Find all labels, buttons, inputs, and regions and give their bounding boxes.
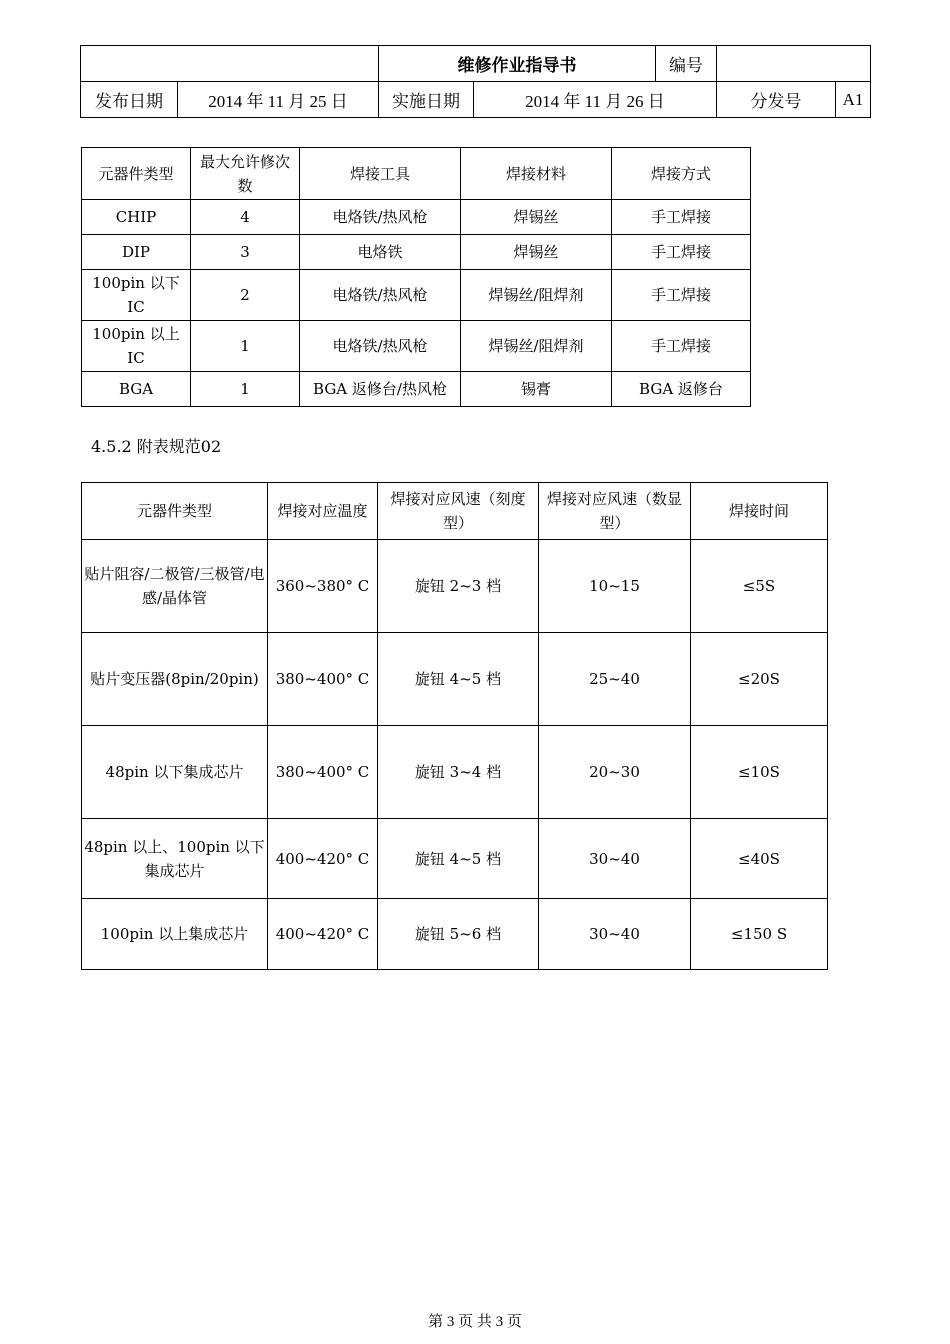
table-cell: 3: [191, 235, 300, 270]
table-cell: 电烙铁/热风枪: [300, 200, 461, 235]
implementation-date-label: 实施日期: [379, 82, 474, 118]
table-cell: ≤20S: [691, 633, 828, 726]
table-cell: 100pin 以上集成芯片: [82, 899, 268, 970]
table-cell: 焊锡丝: [461, 235, 612, 270]
soldering-parameters-table: [81, 482, 828, 970]
repair-limits-table: [81, 147, 751, 407]
code-value: [716, 46, 870, 82]
table-cell: 380~400° C: [268, 633, 378, 726]
table-cell: 手工焊接: [612, 270, 751, 321]
table-cell: 100pin 以下 IC: [82, 270, 191, 321]
column-header: 最大允许修次数: [191, 148, 300, 200]
table-cell: 1: [191, 372, 300, 407]
release-date-value: 2014 年 11 月 25 日: [178, 82, 379, 118]
table-cell: 手工焊接: [612, 321, 751, 372]
column-header: 焊接方式: [612, 148, 751, 200]
table-row: [82, 372, 751, 407]
table-cell: BGA 返修台: [612, 372, 751, 407]
table-cell: ≤150 S: [691, 899, 828, 970]
column-header: 焊接材料: [461, 148, 612, 200]
table-cell: 20~30: [539, 726, 691, 819]
table-cell: 4: [191, 200, 300, 235]
table-header-row: [82, 483, 828, 540]
table-row: [82, 633, 828, 726]
page-footer: 第 3 页 共 3 页: [428, 1314, 522, 1330]
table-cell: 10~15: [539, 540, 691, 633]
document-title: 维修作业指导书: [379, 46, 656, 82]
table-row: [82, 200, 751, 235]
table-cell: 电烙铁: [300, 235, 461, 270]
table-cell: 2: [191, 270, 300, 321]
table-row: [82, 321, 751, 372]
column-header: 元器件类型: [82, 483, 268, 540]
table-cell: 100pin 以上 IC: [82, 321, 191, 372]
table-cell: 旋钮 5~6 档: [378, 899, 539, 970]
column-header: 焊接时间: [691, 483, 828, 540]
table-cell: 旋钮 3~4 档: [378, 726, 539, 819]
table-cell: 48pin 以上、100pin 以下集成芯片: [82, 819, 268, 899]
table-cell: 25~40: [539, 633, 691, 726]
table-cell: 电烙铁/热风枪: [300, 321, 461, 372]
code-label: 编号: [655, 46, 716, 82]
column-header: 焊接对应风速（刻度型）: [378, 483, 539, 540]
table-cell: ≤5S: [691, 540, 828, 633]
column-header: 焊接对应风速（数显型）: [539, 483, 691, 540]
section-title: 4.5.2 附表规范02: [91, 437, 222, 456]
column-header: 元器件类型: [82, 148, 191, 200]
table-cell: 旋钮 2~3 档: [378, 540, 539, 633]
table-cell: ≤10S: [691, 726, 828, 819]
table-cell: 焊锡丝/阻焊剂: [461, 270, 612, 321]
table-cell: CHIP: [82, 200, 191, 235]
table-cell: BGA 返修台/热风枪: [300, 372, 461, 407]
table-cell: 手工焊接: [612, 235, 751, 270]
table-cell: DIP: [82, 235, 191, 270]
table-cell: 锡膏: [461, 372, 612, 407]
table-cell: 360~380° C: [268, 540, 378, 633]
table-cell: 贴片阻容/二极管/三极管/电感/晶体管: [82, 540, 268, 633]
column-header: 焊接对应温度: [268, 483, 378, 540]
table-cell: 焊锡丝/阻焊剂: [461, 321, 612, 372]
table-header-row: [82, 148, 751, 200]
header-blank-cell: [81, 46, 379, 82]
table-row: [82, 819, 828, 899]
document-header-table: [80, 45, 871, 118]
table-cell: 1: [191, 321, 300, 372]
table-cell: 焊锡丝: [461, 200, 612, 235]
table-row: [82, 726, 828, 819]
table-cell: ≤40S: [691, 819, 828, 899]
distribution-label: 分发号: [716, 82, 835, 118]
table-cell: 电烙铁/热风枪: [300, 270, 461, 321]
table-cell: 手工焊接: [612, 200, 751, 235]
table-cell: 贴片变压器(8pin/20pin): [82, 633, 268, 726]
table-row: [82, 235, 751, 270]
table-cell: BGA: [82, 372, 191, 407]
distribution-value: A1: [835, 82, 870, 118]
release-date-label: 发布日期: [81, 82, 178, 118]
table-row: [82, 540, 828, 633]
table-cell: 旋钮 4~5 档: [378, 633, 539, 726]
table-cell: 400~420° C: [268, 819, 378, 899]
table-cell: 旋钮 4~5 档: [378, 819, 539, 899]
table-cell: 30~40: [539, 819, 691, 899]
table-cell: 48pin 以下集成芯片: [82, 726, 268, 819]
implementation-date-value: 2014 年 11 月 26 日: [474, 82, 717, 118]
table-cell: 30~40: [539, 899, 691, 970]
table-cell: 380~400° C: [268, 726, 378, 819]
table-row: [82, 899, 828, 970]
column-header: 焊接工具: [300, 148, 461, 200]
table-row: [82, 270, 751, 321]
table-cell: 400~420° C: [268, 899, 378, 970]
